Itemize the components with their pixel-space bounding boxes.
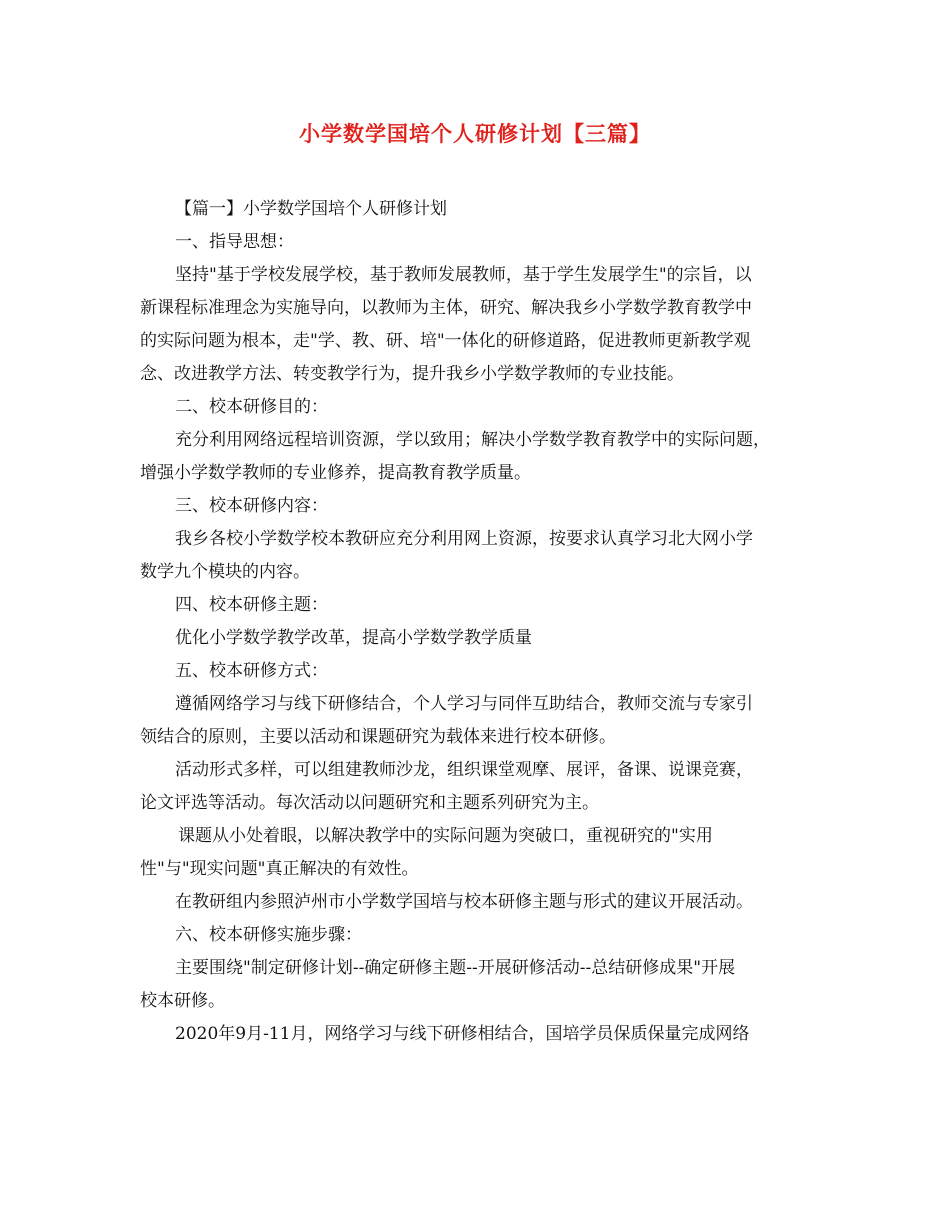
paragraph-line: 新课程标准理念为实施导向，以教师为主体，研究、解决我乡小学数学教育教学中 (140, 298, 752, 318)
paragraph-line: 校本研修。 (140, 991, 225, 1011)
paragraph-line: 念、改进教学方法、转变教学行为，提升我乡小学数学教师的专业技能。 (140, 364, 684, 384)
paragraph-line: 数学九个模块的内容。 (140, 562, 310, 582)
document-title: 小学数学国培个人研修计划【三篇】 (299, 121, 651, 146)
section-heading: 一、指导思想： (175, 232, 294, 252)
paragraph-line: 领结合的原则，主要以活动和课题研究为载体来进行校本研修。 (140, 727, 616, 747)
paragraph-line: 活动形式多样，可以组建教师沙龙，组织课堂观摩、展评，备课、说课竞赛， (175, 760, 753, 780)
section-heading: 三、校本研修内容： (175, 496, 328, 516)
section-heading: 四、校本研修主题： (175, 595, 328, 615)
paragraph-line: 的实际问题为根本，走"学、教、研、培"一体化的研修道路，促进教师更新教学观 (140, 331, 751, 351)
paragraph-line: 课题从小处着眼，以解决教学中的实际问题为突破口，重视研究的"实用 (178, 826, 713, 846)
paragraph-line: 性"与"现实问题"真正解决的有效性。 (140, 859, 419, 879)
paragraph-line: 论文评选等活动。每次活动以问题研究和主题系列研究为主。 (140, 793, 599, 813)
paragraph-line: 优化小学数学教学改革，提高小学数学教学质量 (175, 628, 532, 648)
paragraph-line: 2020年9月-11月，网络学习与线下研修相结合，国培学员保质保量完成网络 (175, 1024, 750, 1044)
document-body (140, 193, 830, 1051)
paragraph-line: 在教研组内参照泸州市小学数学国培与校本研修主题与形式的建议开展活动。 (175, 892, 753, 912)
paragraph-line: 遵循网络学习与线下研修结合，个人学习与同伴互助结合，教师交流与专家引 (175, 694, 753, 714)
paragraph-line: 充分利用网络远程培训资源，学以致用；解决小学数学教育教学中的实际问题， (175, 430, 770, 450)
paragraph-line: 我乡各校小学数学校本教研应充分利用网上资源，按要求认真学习北大网小学 (175, 529, 753, 549)
paragraph-line: 坚持"基于学校发展学校，基于教师发展教师，基于学生发展学生"的宗旨，以 (175, 265, 752, 285)
paragraph-line: 主要围绕"制定研修计划--确定研修主题--开展研修活动--总结研修成果"开展 (175, 958, 736, 978)
section-heading: 六、校本研修实施步骤： (175, 925, 362, 945)
paragraph-line: 增强小学数学教师的专业修养，提高教育教学质量。 (140, 463, 531, 483)
section-heading: 【篇一】小学数学国培个人研修计划 (175, 199, 447, 219)
section-heading: 五、校本研修方式： (175, 661, 328, 681)
section-heading: 二、校本研修目的： (175, 397, 328, 417)
